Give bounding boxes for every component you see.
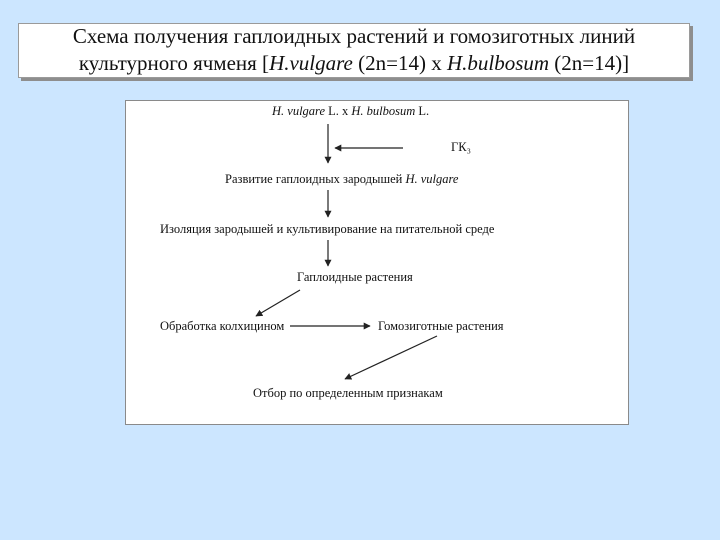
branch-colchicine: Обработка колхицином [160, 319, 285, 333]
cross-species-bulbosum: H. bulbosum [351, 104, 416, 118]
cross-species-vulgare: H. vulgare [272, 104, 325, 118]
title-species-bulbosum: H.bulbosum [446, 51, 550, 75]
step-haploid-embryos-species: H. vulgare [405, 172, 459, 186]
arrow-haploid-to-colchicine [256, 290, 300, 316]
arrow-homozygous-to-selection [345, 336, 437, 379]
step-haploid-embryos-text: Развитие гаплоидных зародышей [225, 172, 406, 186]
title-species-vulgare: H.vulgare [269, 51, 353, 75]
title-line-2-prefix: культурного ячменя [ [78, 51, 270, 75]
step-isolation: Изоляция зародышей и культивирование на питательной среде [160, 222, 495, 236]
slide-title-line-1: Схема получения гаплоидных растений и гомозиготных линий [72, 24, 636, 48]
cross-suffix-1: L. x [325, 104, 352, 118]
title-line-2-mid: (2n=14) х [352, 51, 447, 75]
hormone-label: ГК₃ [451, 140, 471, 154]
cross-suffix-2: L. [415, 104, 430, 118]
cross-label [272, 104, 429, 119]
branch-homozygous: Гомозиготные растения [378, 319, 504, 333]
title-line-2-suffix: (2n=14)] [549, 51, 630, 75]
step-haploid-embryos [225, 172, 458, 187]
step-selection: Отбор по определенным признакам [253, 386, 443, 400]
step-haploid-plants: Гаплоидные растения [297, 270, 413, 284]
